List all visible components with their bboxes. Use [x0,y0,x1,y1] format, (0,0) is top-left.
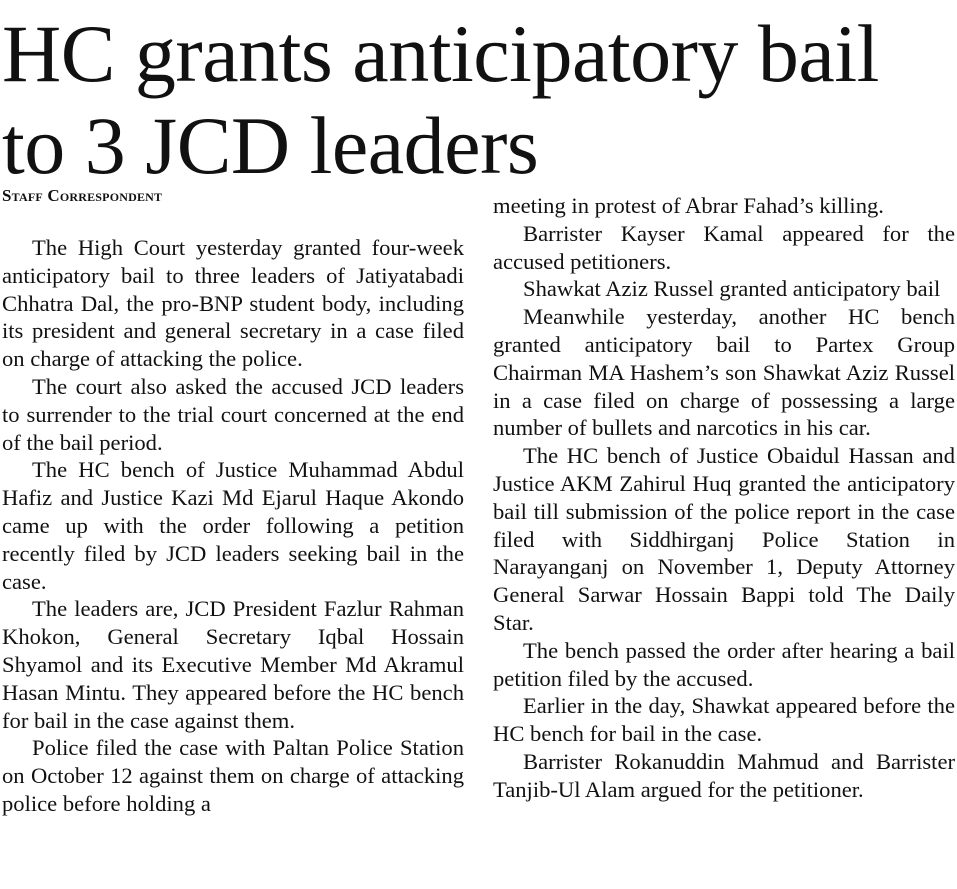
article-column-left [2,234,464,818]
article-paragraph: The HC bench of Justice Muhammad Abdul Hafiz and Justice Kazi Md Ejarul Haque Akondo came up with the order following a petition recently filed by JCD leaders seeking bail in the case. [2,457,464,594]
article-paragraph: The High Court yesterday granted four-week anticipatory bail to three leaders of Jatiyatabadi Chhatra Dal, the pro-BNP student body, including its president and general secretary in a case filed on charge of attacking the police. [2,235,464,372]
article-paragraph: The leaders are, JCD President Fazlur Rahman Khokon, General Secretary Iqbal Hossain Shyamol and its Executive Member Md Akramul Hasan Mintu. They appeared before the HC bench for bail in the case against them. [2,596,464,733]
article-byline: Staff Correspondent [2,186,163,205]
article-column-right [493,192,955,804]
article-paragraph-continued: meeting in protest of Abrar Fahad’s killing. [493,193,884,218]
article-paragraph: Earlier in the day, Shawkat appeared before the HC bench for bail in the case. [493,693,955,747]
article-paragraph: Police filed the case with Paltan Police Station on October 12 against them on charge of attacking police before holding a [2,735,464,816]
article-paragraph: Barrister Kayser Kamal appeared for the accused petitioners. [493,220,955,274]
article-paragraph: The court also asked the accused JCD leaders to surrender to the trial court concerned at the end of the bail period. [2,373,464,455]
article-paragraph: The HC bench of Justice Obaidul Hassan and Justice AKM Zahirul Huq granted the anticipatory bail till submission of the police report in the case filed with Siddhirganj Police Station in Narayanganj on November 1, Deputy Attorney General Sarwar Hossain Bappi told The Daily Star. [493,443,955,635]
article-headline: HC grants anticipatory bail to 3 JCD leaders [2,8,879,191]
article-paragraph: Meanwhile yesterday, another HC bench granted anticipatory bail to Partex Group Chairman MA Hashem’s son Shawkat Aziz Russel in a case filed on charge of possessing a large number of bullets and narcotics in his car. [493,304,955,441]
article-paragraph: Barrister Rokanuddin Mahmud and Barrister Tanjib-Ul Alam argued for the petitioner. [493,748,955,802]
article-paragraph: Shawkat Aziz Russel granted anticipatory bail [523,276,941,302]
article-paragraph: The bench passed the order after hearing a bail petition filed by the accused. [493,637,955,691]
